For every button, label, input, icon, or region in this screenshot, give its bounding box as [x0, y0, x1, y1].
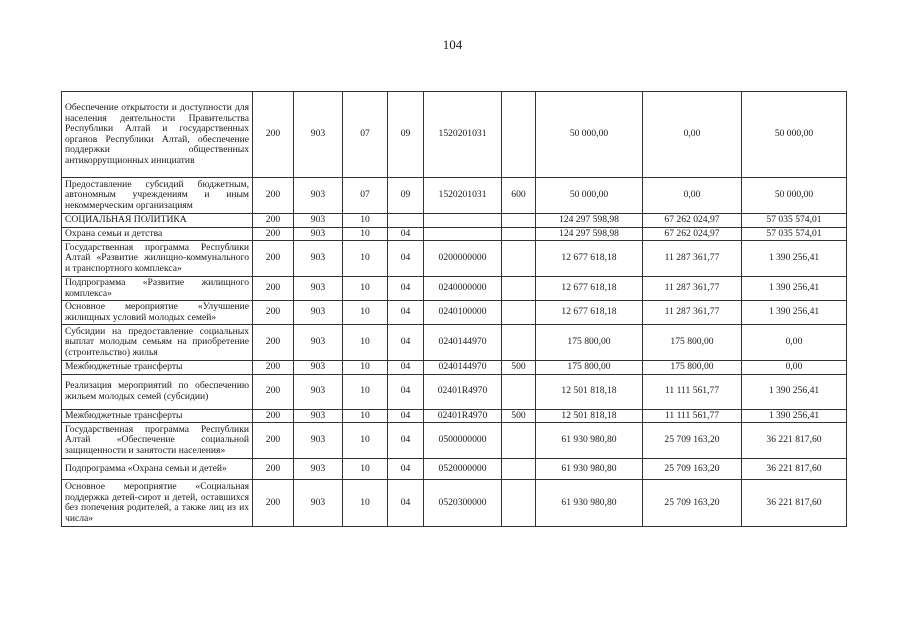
amount-federal-cell: 175 800,00 — [643, 325, 742, 361]
ved-code-cell: 903 — [294, 92, 343, 178]
expense-type-code-cell — [502, 301, 536, 325]
amount-total-cell: 12 501 818,18 — [536, 374, 643, 409]
section-code-cell: 10 — [343, 325, 388, 361]
subsection-code-cell: 04 — [388, 459, 424, 480]
amount-total-cell: 12 677 618,18 — [536, 241, 643, 277]
table-row — [62, 325, 847, 361]
table-row — [62, 409, 847, 423]
section-code-cell: 10 — [343, 301, 388, 325]
target-article-code-cell: 0520000000 — [424, 459, 502, 480]
amount-regional-cell: 1 390 256,41 — [742, 409, 847, 423]
expense-type-code-cell — [502, 374, 536, 409]
table-row — [62, 227, 847, 241]
table-row — [62, 423, 847, 459]
table-row — [62, 480, 847, 527]
row-name-cell: Предоставление субсидий бюджетным, автономным учреждениям и иным некоммерческим организациям — [62, 178, 253, 214]
amount-federal-cell: 25 709 163,20 — [643, 423, 742, 459]
expense-type-code-cell: 500 — [502, 409, 536, 423]
ved-code-cell: 903 — [294, 227, 343, 241]
grbs-code-cell: 200 — [253, 409, 294, 423]
table-row — [62, 277, 847, 301]
ved-code-cell: 903 — [294, 409, 343, 423]
section-code-cell: 10 — [343, 361, 388, 375]
amount-regional-cell: 1 390 256,41 — [742, 241, 847, 277]
row-name-cell: Государственная программа Республики Алтай «Обеспечение социальной защищенности и занятости населения» — [62, 423, 253, 459]
expense-type-code-cell — [502, 480, 536, 527]
expense-type-code-cell — [502, 241, 536, 277]
target-article-code-cell: 0240100000 — [424, 301, 502, 325]
ved-code-cell: 903 — [294, 459, 343, 480]
target-article-code-cell: 0200000000 — [424, 241, 502, 277]
section-code-cell: 10 — [343, 374, 388, 409]
amount-regional-cell: 0,00 — [742, 325, 847, 361]
ved-code-cell: 903 — [294, 241, 343, 277]
expense-type-code-cell — [502, 214, 536, 228]
amount-total-cell: 124 297 598,98 — [536, 214, 643, 228]
ved-code-cell: 903 — [294, 423, 343, 459]
expense-type-code-cell — [502, 423, 536, 459]
ved-code-cell: 903 — [294, 178, 343, 214]
subsection-code-cell: 04 — [388, 301, 424, 325]
amount-regional-cell: 36 221 817,60 — [742, 423, 847, 459]
amount-total-cell: 175 800,00 — [536, 361, 643, 375]
target-article-code-cell — [424, 227, 502, 241]
table-row — [62, 92, 847, 178]
amount-federal-cell: 25 709 163,20 — [643, 459, 742, 480]
row-name-cell: Подпрограмма «Развитие жилищного комплекса» — [62, 277, 253, 301]
table-row — [62, 301, 847, 325]
grbs-code-cell: 200 — [253, 301, 294, 325]
expense-type-code-cell — [502, 277, 536, 301]
amount-federal-cell: 11 111 561,77 — [643, 409, 742, 423]
amount-federal-cell: 11 287 361,77 — [643, 277, 742, 301]
grbs-code-cell: 200 — [253, 178, 294, 214]
amount-federal-cell: 25 709 163,20 — [643, 480, 742, 527]
budget-table — [61, 91, 847, 527]
table-row — [62, 459, 847, 480]
amount-total-cell: 12 677 618,18 — [536, 301, 643, 325]
ved-code-cell: 903 — [294, 374, 343, 409]
amount-regional-cell: 1 390 256,41 — [742, 374, 847, 409]
table-row — [62, 241, 847, 277]
amount-federal-cell: 11 111 561,77 — [643, 374, 742, 409]
row-name-cell: Государственная программа Республики Алтай «Развитие жилищно-коммунального и транспортного комплекса» — [62, 241, 253, 277]
table-row — [62, 214, 847, 228]
section-code-cell: 10 — [343, 227, 388, 241]
row-name-cell: Реализация мероприятий по обеспечению жильем молодых семей (субсидии) — [62, 374, 253, 409]
subsection-code-cell — [388, 214, 424, 228]
row-name-cell: Межбюджетные трансферты — [62, 361, 253, 375]
ved-code-cell: 903 — [294, 325, 343, 361]
amount-federal-cell: 67 262 024,97 — [643, 214, 742, 228]
grbs-code-cell: 200 — [253, 361, 294, 375]
expense-type-code-cell — [502, 459, 536, 480]
expense-type-code-cell — [502, 227, 536, 241]
amount-federal-cell: 175 800,00 — [643, 361, 742, 375]
amount-regional-cell: 36 221 817,60 — [742, 480, 847, 527]
row-name-cell: Основное мероприятие «Улучшение жилищных условий молодых семей» — [62, 301, 253, 325]
target-article-code-cell: 02401R4970 — [424, 374, 502, 409]
amount-federal-cell: 0,00 — [643, 178, 742, 214]
grbs-code-cell: 200 — [253, 241, 294, 277]
row-name-cell: Межбюджетные трансферты — [62, 409, 253, 423]
target-article-code-cell: 0240000000 — [424, 277, 502, 301]
target-article-code-cell — [424, 214, 502, 228]
amount-regional-cell: 57 035 574,01 — [742, 214, 847, 228]
page-number: 104 — [442, 37, 463, 52]
subsection-code-cell: 04 — [388, 409, 424, 423]
subsection-code-cell: 04 — [388, 361, 424, 375]
amount-total-cell: 12 677 618,18 — [536, 277, 643, 301]
amount-total-cell: 61 930 980,80 — [536, 459, 643, 480]
amount-federal-cell: 0,00 — [643, 92, 742, 178]
amount-regional-cell: 0,00 — [742, 361, 847, 375]
section-code-cell: 10 — [343, 241, 388, 277]
amount-regional-cell: 50 000,00 — [742, 178, 847, 214]
amount-total-cell: 50 000,00 — [536, 178, 643, 214]
expense-type-code-cell: 500 — [502, 361, 536, 375]
target-article-code-cell: 1520201031 — [424, 178, 502, 214]
table-row — [62, 178, 847, 214]
amount-total-cell: 61 930 980,80 — [536, 423, 643, 459]
row-name-cell: Основное мероприятие «Социальная поддержка детей-сирот и детей, оставшихся без попечения родителей, а также лиц из их числа» — [62, 480, 253, 527]
target-article-code-cell: 0240144970 — [424, 325, 502, 361]
grbs-code-cell: 200 — [253, 277, 294, 301]
expense-type-code-cell — [502, 325, 536, 361]
amount-total-cell: 124 297 598,98 — [536, 227, 643, 241]
grbs-code-cell: 200 — [253, 480, 294, 527]
amount-federal-cell: 11 287 361,77 — [643, 301, 742, 325]
row-name-cell: СОЦИАЛЬНАЯ ПОЛИТИКА — [62, 214, 253, 228]
amount-federal-cell: 67 262 024,97 — [643, 227, 742, 241]
ved-code-cell: 903 — [294, 214, 343, 228]
subsection-code-cell: 04 — [388, 227, 424, 241]
target-article-code-cell: 0240144970 — [424, 361, 502, 375]
ved-code-cell: 903 — [294, 301, 343, 325]
section-code-cell: 10 — [343, 480, 388, 527]
section-code-cell: 10 — [343, 214, 388, 228]
subsection-code-cell: 04 — [388, 325, 424, 361]
subsection-code-cell: 04 — [388, 374, 424, 409]
grbs-code-cell: 200 — [253, 92, 294, 178]
grbs-code-cell: 200 — [253, 325, 294, 361]
table-row — [62, 361, 847, 375]
expense-type-code-cell: 600 — [502, 178, 536, 214]
amount-total-cell: 61 930 980,80 — [536, 480, 643, 527]
amount-federal-cell: 11 287 361,77 — [643, 241, 742, 277]
amount-total-cell: 50 000,00 — [536, 92, 643, 178]
row-name-cell: Охрана семьи и детства — [62, 227, 253, 241]
subsection-code-cell: 04 — [388, 423, 424, 459]
amount-regional-cell: 36 221 817,60 — [742, 459, 847, 480]
amount-regional-cell: 57 035 574,01 — [742, 227, 847, 241]
section-code-cell: 07 — [343, 92, 388, 178]
table-row — [62, 374, 847, 409]
section-code-cell: 10 — [343, 459, 388, 480]
row-name-cell: Субсидии на предоставление социальных выплат молодым семьям на приобретение (строительство) жилья — [62, 325, 253, 361]
amount-total-cell: 175 800,00 — [536, 325, 643, 361]
table-body — [62, 92, 847, 527]
subsection-code-cell: 09 — [388, 178, 424, 214]
section-code-cell: 10 — [343, 409, 388, 423]
amount-regional-cell: 1 390 256,41 — [742, 301, 847, 325]
row-name-cell: Обеспечение открытости и доступности для населения деятельности Правительства Республики Алтай и государственных органов Республики Алтай, обеспечение поддержки общественных антикоррупционных инициатив — [62, 92, 253, 178]
amount-regional-cell: 50 000,00 — [742, 92, 847, 178]
amount-regional-cell: 1 390 256,41 — [742, 277, 847, 301]
subsection-code-cell: 04 — [388, 277, 424, 301]
ved-code-cell: 903 — [294, 480, 343, 527]
target-article-code-cell: 0520300000 — [424, 480, 502, 527]
grbs-code-cell: 200 — [253, 423, 294, 459]
subsection-code-cell: 04 — [388, 241, 424, 277]
grbs-code-cell: 200 — [253, 214, 294, 228]
row-name-cell: Подпрограмма «Охрана семьи и детей» — [62, 459, 253, 480]
subsection-code-cell: 04 — [388, 480, 424, 527]
ved-code-cell: 903 — [294, 277, 343, 301]
subsection-code-cell: 09 — [388, 92, 424, 178]
target-article-code-cell: 02401R4970 — [424, 409, 502, 423]
grbs-code-cell: 200 — [253, 227, 294, 241]
section-code-cell: 10 — [343, 423, 388, 459]
grbs-code-cell: 200 — [253, 374, 294, 409]
amount-total-cell: 12 501 818,18 — [536, 409, 643, 423]
section-code-cell: 07 — [343, 178, 388, 214]
ved-code-cell: 903 — [294, 361, 343, 375]
target-article-code-cell: 1520201031 — [424, 92, 502, 178]
section-code-cell: 10 — [343, 277, 388, 301]
grbs-code-cell: 200 — [253, 459, 294, 480]
target-article-code-cell: 0500000000 — [424, 423, 502, 459]
expense-type-code-cell — [502, 92, 536, 178]
